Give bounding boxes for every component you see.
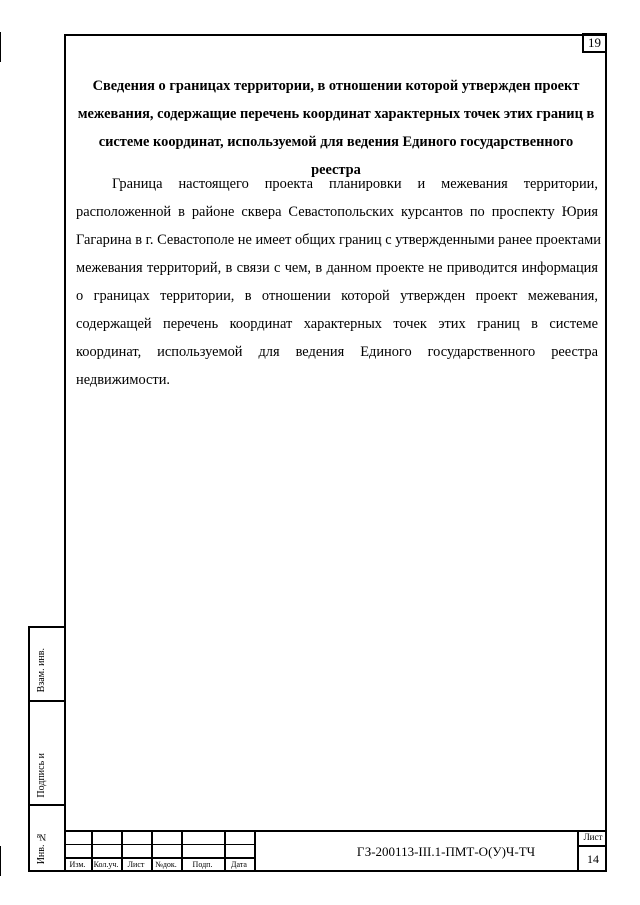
col-label-signature: Подп. — [192, 860, 213, 869]
col-label-doc-number: №док. — [155, 860, 177, 869]
paragraph-line: Гагарина в г. Севастополе не имеет общих границ с утвержденными ранее проектами — [76, 232, 601, 248]
title-block-col-line — [254, 830, 256, 872]
sheet-number: 14 — [587, 852, 599, 866]
col-label-change: Изм. — [69, 860, 86, 869]
page-number: 19 — [582, 33, 607, 53]
sheet-number-box — [577, 830, 607, 872]
sidebar-label: Взам. инв. — [36, 647, 47, 692]
scan-edge-mark-bottom — [0, 846, 1, 876]
sidebar-cell-signature — [30, 700, 64, 806]
sidebar-label: Инв. № — [36, 830, 47, 864]
paragraph-line: координат, используемой для ведения Единого государственного реестра — [76, 344, 598, 360]
section-title — [76, 72, 596, 184]
paragraph-line: межевания территорий, в связи с чем, в данном проекте не приводится информация — [76, 260, 598, 276]
approval-sidebar — [28, 626, 64, 872]
col-label-count: Кол.уч. — [93, 860, 119, 869]
title-line: Сведения о границах территории, в отношении которой утвержден проект — [92, 78, 580, 94]
scan-edge-mark-top — [0, 32, 1, 62]
col-label-date: Дата — [231, 860, 247, 869]
document-code: ГЗ-200113-III.1-ПМТ-О(У)Ч-ТЧ — [356, 844, 536, 859]
title-block — [64, 830, 607, 872]
title-block-top-border — [64, 830, 607, 832]
sidebar-cell-replacement — [30, 628, 64, 700]
title-line: межевания, содержащие перечень координат характерных точек этих границ в — [77, 106, 595, 122]
paragraph-line: расположенной в районе сквера Севастопольских курсантов по проспекту Юрия — [76, 204, 598, 220]
sheet-label: Лист — [583, 832, 603, 842]
body-paragraph — [76, 170, 601, 394]
paragraph-line: содержащей перечень координат характерных точек этих границ в системе — [76, 316, 598, 332]
sidebar-label: Подпись и — [36, 753, 47, 798]
paragraph-line: Граница настоящего проекта планировки и межевания территории, — [112, 176, 598, 192]
title-line: реестра — [311, 162, 361, 178]
sidebar-cell-inventory — [30, 804, 64, 872]
col-label-sheet: Лист — [127, 860, 145, 869]
title-line: системе координат, используемой для ведения Единого государственного — [98, 134, 574, 150]
paragraph-line: о границах территории, в отношении которой утвержден проект межевания, — [76, 288, 598, 304]
paragraph-line: недвижимости. — [76, 372, 170, 388]
sheet-divider — [579, 845, 607, 847]
